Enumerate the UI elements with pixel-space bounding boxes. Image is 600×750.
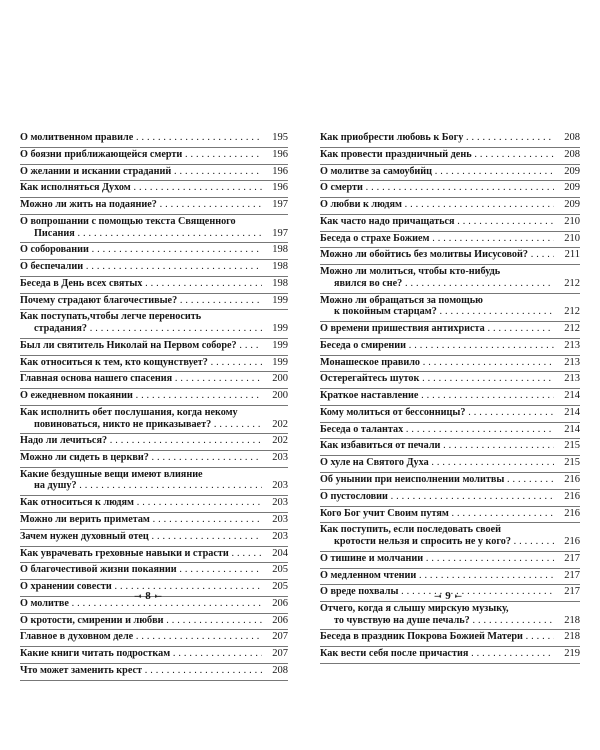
toc-entry xyxy=(320,603,580,630)
toc-entry-page: 216 xyxy=(564,490,580,502)
toc-entry xyxy=(20,373,288,389)
toc-entry-title-line: Надо ли лечиться? . . . xyxy=(20,435,262,447)
toc-entry xyxy=(20,564,288,580)
toc-entry-page: 217 xyxy=(564,586,580,598)
toc-entry-title-line: на душу? . . . xyxy=(20,480,262,492)
toc-entry-title-line: Беседа в праздник Покрова Божией Матери . . . xyxy=(320,631,554,643)
toc-entry xyxy=(320,407,580,423)
toc-entry xyxy=(20,199,288,215)
toc-entry-title-line: О медленном чтении . . . xyxy=(320,570,554,582)
toc-entry-title-line: Монашеское правило . . . xyxy=(320,357,554,369)
toc-entry-title-line: Как относиться к людям . . . xyxy=(20,497,262,509)
toc-entry xyxy=(20,311,288,338)
toc-entry-title-line: повиноваться, никто не приказывает? . . . xyxy=(20,419,262,431)
toc-entry-title xyxy=(320,390,554,402)
toc-entry-title xyxy=(20,357,262,369)
toc-entry-page: 217 xyxy=(564,569,580,581)
toc-entry-title-line: Главная основа нашего спасения . . . xyxy=(20,373,262,385)
toc-entry-title-line: Главное в духовном деле . . . xyxy=(20,631,262,643)
toc-entry-page: 206 xyxy=(272,614,288,626)
toc-entry xyxy=(320,570,580,586)
toc-entry-title-line: Как относиться к тем, кто кощунствует? . . . xyxy=(20,357,262,369)
toc-entry-title xyxy=(320,424,554,436)
toc-entry-title xyxy=(320,233,554,245)
toc-entry-title-line: Можно ли молиться, чтобы кто-нибудь xyxy=(320,266,501,278)
toc-entry-title-line: О соборовании . . . xyxy=(20,244,262,256)
toc-entry-title xyxy=(20,311,262,334)
toc-entry xyxy=(20,665,288,681)
toc-entry xyxy=(20,278,288,294)
toc-entry-page: 212 xyxy=(564,323,580,334)
toc-entry xyxy=(320,491,580,507)
toc-entry-page: 197 xyxy=(272,199,288,211)
toc-entry-title-line: Был ли святитель Николай на Первом соборе? . . . xyxy=(20,340,262,352)
toc-entry-title-line: Какие книги читать подросткам . . . xyxy=(20,648,262,660)
toc-entry xyxy=(320,553,580,569)
toc-entry-title-line: то чувствую на душе печаль? . . . xyxy=(320,615,554,627)
toc-entry-page: 208 xyxy=(564,132,580,143)
toc-entry xyxy=(20,295,288,311)
toc-entry-page: 202 xyxy=(272,435,288,447)
toc-entry-title-line: Можно ли обойтись без молитвы Иисусовой? . . . xyxy=(320,249,554,261)
toc-entry-title xyxy=(20,497,262,509)
toc-entry-title-line: Почему страдают благочестивые? . . . xyxy=(20,295,262,307)
toc-entry-title-line: О хранении совести . . . xyxy=(20,581,262,593)
toc-entry xyxy=(320,149,580,165)
toc-entry-title-line: О тишине и молчании . . . xyxy=(320,553,554,565)
toc-entry-title xyxy=(320,373,554,385)
toc-entry-page: 207 xyxy=(272,631,288,643)
toc-entry xyxy=(320,266,580,293)
toc-entry-title-line: О времени пришествия антихриста . . . xyxy=(320,323,554,335)
toc-entry-title xyxy=(320,166,554,178)
toc-entry xyxy=(20,631,288,647)
toc-entry-page: 196 xyxy=(272,165,288,177)
toc-entry-title-line: Можно ли обращаться за помощью xyxy=(320,294,483,306)
toc-entry xyxy=(320,295,580,322)
toc-entry-title xyxy=(320,295,554,318)
toc-entry-page: 216 xyxy=(564,474,580,486)
toc-right-page xyxy=(320,132,580,665)
toc-entry-page: 198 xyxy=(272,277,288,289)
toc-entry xyxy=(320,648,580,664)
toc-entry-page: 210 xyxy=(564,215,580,227)
toc-entry-title xyxy=(20,295,262,307)
toc-entry-page: 209 xyxy=(564,182,580,194)
toc-entry-page: 214 xyxy=(564,406,580,418)
toc-entry-title xyxy=(20,132,262,144)
toc-entry-title xyxy=(320,631,554,643)
toc-entry-title xyxy=(20,564,262,576)
toc-entry-page: 205 xyxy=(272,564,288,576)
toc-entry-page: 215 xyxy=(564,440,580,452)
toc-entry-title-line: О желании и искании страданий . . . xyxy=(20,166,262,178)
toc-entry-page: 215 xyxy=(564,457,580,469)
toc-entry-page: 216 xyxy=(564,535,580,547)
toc-entry xyxy=(320,440,580,456)
toc-entry xyxy=(320,524,580,551)
toc-entry-page: 202 xyxy=(272,418,288,430)
folio-ornament-icon: ⇥ xyxy=(434,591,443,601)
toc-entry xyxy=(320,474,580,490)
toc-entry-title-line: О ежедневном покаянии . . . xyxy=(20,390,262,402)
toc-entry-title xyxy=(320,266,554,289)
toc-entry-title xyxy=(20,340,262,352)
toc-entry-title-line: Как исполняться Духом . . . xyxy=(20,182,262,194)
toc-entry-title-line: Как избавиться от печали . . . xyxy=(320,440,554,452)
toc-entry-title xyxy=(320,132,554,144)
toc-entry xyxy=(320,249,580,265)
toc-entry-page: 203 xyxy=(272,480,288,492)
toc-entry xyxy=(320,182,580,198)
toc-entry-page: 209 xyxy=(564,165,580,177)
toc-entry-title-line: Как поступать,чтобы легче переносить xyxy=(20,311,202,323)
toc-entry xyxy=(20,531,288,547)
toc-entry-title-line: О пустословии . . . xyxy=(320,491,554,503)
toc-entry xyxy=(320,199,580,215)
toc-entry-title-line: О беспечалии . . . xyxy=(20,261,262,273)
toc-entry-title-line: кротости нельзя и спросить не у кого? . . . xyxy=(320,536,554,548)
toc-entry xyxy=(20,149,288,165)
toc-entry xyxy=(20,340,288,356)
toc-entry-title-line: Беседа в День всех святых . . . xyxy=(20,278,262,290)
toc-entry-page: 197 xyxy=(272,227,288,239)
toc-entry-page: 199 xyxy=(272,356,288,368)
toc-entry-title xyxy=(320,508,554,520)
toc-entry-title xyxy=(320,340,554,352)
toc-entry-title xyxy=(20,216,262,239)
toc-entry-page: 203 xyxy=(272,497,288,509)
toc-entry-page: 218 xyxy=(564,614,580,626)
toc-entry-title-line: Какие бездушные вещи имеют влияние xyxy=(20,468,203,480)
toc-entry-page: 212 xyxy=(564,306,580,318)
toc-entry-title xyxy=(20,435,262,447)
toc-entry-title xyxy=(20,631,262,643)
toc-entry xyxy=(20,407,288,434)
toc-entry-title xyxy=(320,149,554,161)
toc-entry xyxy=(20,216,288,243)
toc-entry-page: 212 xyxy=(564,277,580,289)
toc-entry-page: 198 xyxy=(272,244,288,256)
folio-ornament-icon: ⇤ xyxy=(154,591,163,601)
toc-entry xyxy=(320,373,580,389)
toc-entry xyxy=(320,390,580,406)
toc-entry-title xyxy=(20,244,262,256)
toc-entry-title-line: Писания . . . xyxy=(20,228,262,240)
toc-entry-page: 216 xyxy=(564,507,580,519)
toc-entry-page: 214 xyxy=(564,423,580,435)
toc-entry-page: 199 xyxy=(272,323,288,334)
toc-entry-title-line: О хуле на Святого Духа . . . xyxy=(320,457,554,469)
toc-entry-title-line: О боязни приближающейся смерти . . . xyxy=(20,149,262,161)
toc-entry xyxy=(20,615,288,631)
toc-entry-page: 218 xyxy=(564,631,580,643)
toc-entry-page: 213 xyxy=(564,356,580,368)
toc-entry-title-line: Как уврачевать греховные навыки и страсти . . . xyxy=(20,548,262,560)
toc-entry-title-line: О молитвенном правиле . . . xyxy=(20,132,262,144)
toc-entry-title-line: Краткое наставление . . . xyxy=(320,390,554,402)
toc-entry-page: 219 xyxy=(564,648,580,660)
toc-entry-page: 211 xyxy=(564,249,580,261)
toc-entry-title-line: Что может заменить крест . . . xyxy=(20,665,262,677)
folio-ornament-icon: ⇥ xyxy=(134,591,143,601)
toc-entry-title-line: страдания? . . . xyxy=(20,323,262,335)
toc-entry-title-line: Как исполнить обет послушания, когда некому xyxy=(20,406,238,418)
toc-entry-title-line: О благочестивой жизни покаянии . . . xyxy=(20,564,262,576)
toc-entry-title xyxy=(20,648,262,660)
toc-entry-page: 208 xyxy=(272,665,288,677)
toc-entry xyxy=(320,424,580,440)
toc-entry-title xyxy=(320,570,554,582)
toc-entry-page: 203 xyxy=(272,452,288,464)
toc-entry xyxy=(20,182,288,198)
toc-entry-title xyxy=(20,452,262,464)
toc-entry-page: 199 xyxy=(272,339,288,351)
toc-entry xyxy=(320,631,580,647)
toc-entry-title-line: О смерти . . . xyxy=(320,182,554,194)
toc-entry xyxy=(20,548,288,564)
toc-entry xyxy=(20,469,288,496)
toc-entry-title-line: явился во сне? . . . xyxy=(320,278,554,290)
toc-entry xyxy=(20,244,288,260)
toc-entry xyxy=(20,261,288,277)
toc-entry-title xyxy=(320,323,554,335)
toc-entry-title xyxy=(320,182,554,194)
toc-entry-page: 206 xyxy=(272,597,288,609)
toc-entry-title xyxy=(20,531,262,543)
toc-entry-title-line: О молитве . . . xyxy=(20,598,262,610)
toc-entry-title xyxy=(320,440,554,452)
toc-entry xyxy=(20,357,288,373)
toc-entry-title-line: Можно ли жить на подаяние? . . . xyxy=(20,199,262,211)
toc-entry-title-line: Беседа о талантах . . . xyxy=(320,424,554,436)
toc-entry-title xyxy=(320,457,554,469)
toc-entry-title-line: Можно ли сидеть в церкви? . . . xyxy=(20,452,262,464)
toc-entry-title xyxy=(320,407,554,419)
toc-entry-page: 210 xyxy=(564,232,580,244)
toc-entry-title xyxy=(320,199,554,211)
toc-entry-title xyxy=(320,491,554,503)
toc-entry-title-line: Кого Бог учит Своим путям . . . xyxy=(320,508,554,520)
toc-entry-page: 213 xyxy=(564,339,580,351)
toc-entry-title-line: Как приобрести любовь к Богу . . . xyxy=(320,132,554,144)
toc-entry-page: 208 xyxy=(564,148,580,160)
toc-entry-title xyxy=(20,166,262,178)
toc-entry-title-line: Как вести себя после причастия . . . xyxy=(320,648,554,660)
toc-entry-title xyxy=(20,615,262,627)
toc-entry-title-line: О вопрошании с помощью текста Священного xyxy=(20,215,236,227)
toc-entry-title xyxy=(320,553,554,565)
toc-entry-title xyxy=(320,216,554,228)
toc-entry xyxy=(320,508,580,524)
toc-entry-page: 217 xyxy=(564,552,580,564)
toc-entry-title xyxy=(320,357,554,369)
toc-entry-title-line: Кому молиться от бессонницы? . . . xyxy=(320,407,554,419)
toc-entry-title xyxy=(320,603,554,626)
toc-entry-title-line: О любви к людям . . . xyxy=(320,199,554,211)
toc-entry-title xyxy=(20,407,262,430)
toc-entry-title-line: Беседа о страхе Божием . . . xyxy=(320,233,554,245)
toc-entry xyxy=(320,340,580,356)
toc-entry-page: 198 xyxy=(272,261,288,273)
toc-entry-title xyxy=(20,548,262,560)
toc-entry xyxy=(320,457,580,473)
toc-entry-title xyxy=(20,469,262,492)
toc-entry-title xyxy=(20,199,262,211)
toc-entry-title xyxy=(20,665,262,677)
toc-entry-title xyxy=(20,182,262,194)
toc-entry-title-line: Как часто надо причащаться . . . xyxy=(320,216,554,228)
toc-entry-title-line: к покойным старцам? . . . xyxy=(320,306,554,318)
toc-entry-page: 214 xyxy=(564,390,580,402)
toc-entry-page: 195 xyxy=(272,132,288,143)
toc-entry xyxy=(320,132,580,148)
toc-entry-title xyxy=(20,514,262,526)
page-number-left: ⇥ 8 ⇤ xyxy=(134,590,163,602)
toc-entry-title xyxy=(20,373,262,385)
folio-ornament-icon: ⇤ xyxy=(454,591,463,601)
toc-entry-title-line: Зачем нужен духовный отец . . . xyxy=(20,531,262,543)
toc-entry xyxy=(20,648,288,664)
toc-entry xyxy=(320,166,580,182)
toc-entry-page: 200 xyxy=(272,390,288,402)
toc-entry-page: 204 xyxy=(272,547,288,559)
toc-entry-page: 200 xyxy=(272,373,288,385)
toc-entry-title-line: Как поступить, если последовать своей xyxy=(320,524,502,536)
toc-entry-title xyxy=(20,149,262,161)
toc-entry xyxy=(20,390,288,406)
toc-entry-title-line: О молитве за самоубийц . . . xyxy=(320,166,554,178)
toc-entry-title-line: Беседа о смирении . . . xyxy=(320,340,554,352)
toc-entry xyxy=(20,514,288,530)
toc-entry xyxy=(20,497,288,513)
toc-entry xyxy=(320,216,580,232)
toc-entry-title-line: Остерегайтесь шуток . . . xyxy=(320,373,554,385)
toc-entry-title-line: Можно ли верить приметам . . . xyxy=(20,514,262,526)
toc-entry-title-line: О кротости, смирении и любви . . . xyxy=(20,615,262,627)
toc-entry-page: 203 xyxy=(272,514,288,525)
toc-entry-title xyxy=(320,249,554,261)
toc-entry-title xyxy=(20,278,262,290)
toc-entry-page: 205 xyxy=(272,581,288,593)
toc-entry xyxy=(20,166,288,182)
toc-entry-page: 213 xyxy=(564,373,580,385)
toc-entry-title-line: Об унынии при неисполнении молитвы . . . xyxy=(320,474,554,486)
toc-entry-title-line: Как провести праздничный день . . . xyxy=(320,149,554,161)
toc-entry-title xyxy=(320,648,554,660)
toc-entry-page: 203 xyxy=(272,530,288,542)
toc-entry-page: 209 xyxy=(564,199,580,211)
toc-entry xyxy=(20,132,288,148)
page-number-right: ⇥ 9 ⇤ xyxy=(434,590,463,602)
toc-entry xyxy=(20,452,288,468)
toc-entry-page: 207 xyxy=(272,648,288,660)
toc-entry-page: 196 xyxy=(272,182,288,194)
toc-entry-page: 199 xyxy=(272,294,288,306)
toc-entry-page: 196 xyxy=(272,148,288,160)
toc-entry-title xyxy=(320,524,554,547)
toc-entry xyxy=(320,323,580,339)
toc-entry-title xyxy=(20,261,262,273)
toc-entry xyxy=(320,233,580,249)
toc-entry-title-line: О вреде похвалы . . . xyxy=(320,586,554,598)
toc-entry xyxy=(20,435,288,451)
toc-entry-title xyxy=(320,474,554,486)
toc-entry-title-line: Отчего, когда я слышу мирскую музыку, xyxy=(320,603,509,615)
toc-entry xyxy=(320,357,580,373)
toc-entry-title xyxy=(20,390,262,402)
